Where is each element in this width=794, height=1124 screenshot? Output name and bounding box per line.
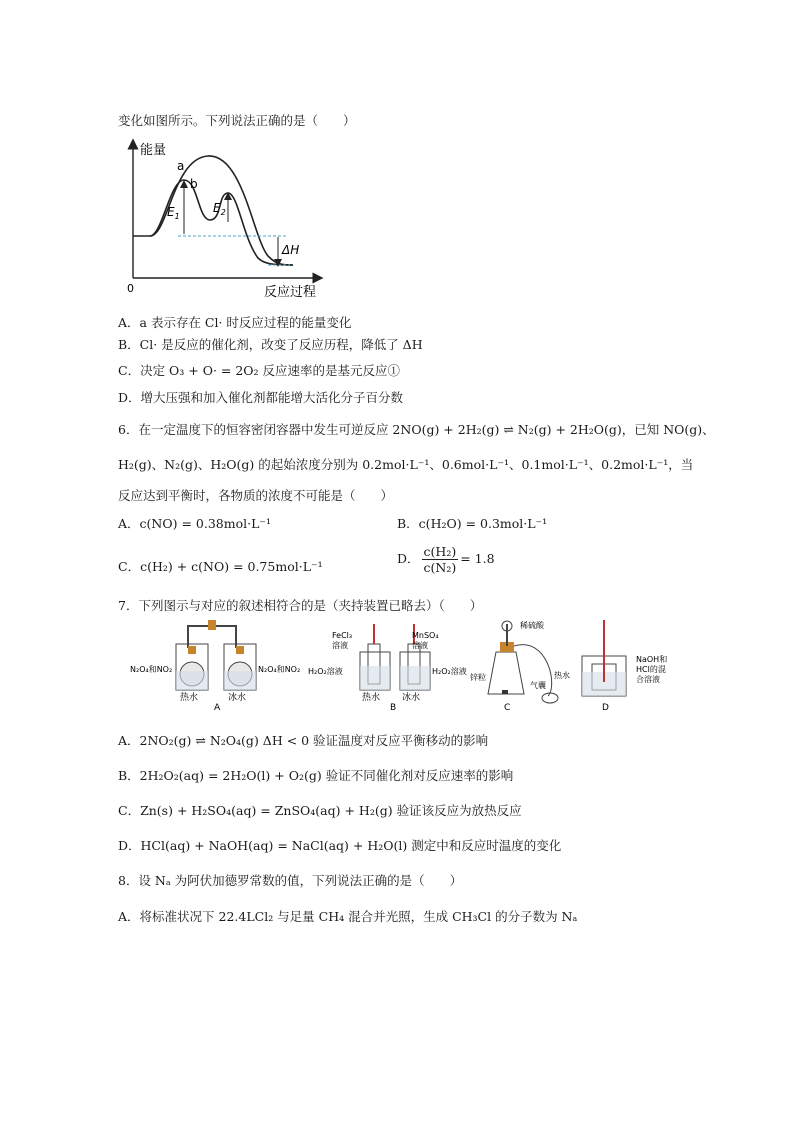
svg-text:合溶液: 合溶液 <box>636 675 660 684</box>
svg-text:气囊: 气囊 <box>530 681 546 690</box>
svg-text:稀硫酸: 稀硫酸 <box>520 621 544 630</box>
svg-text:FeCl₃: FeCl₃ <box>332 631 353 640</box>
curve-b-label: b <box>190 177 198 191</box>
svg-text:N₂O₄和NO₂: N₂O₄和NO₂ <box>258 665 301 674</box>
svg-text:A: A <box>214 703 221 712</box>
q5-option-c: C．决定 O₃ + O· = 2O₂ 反应速率的是基元反应① <box>118 363 401 378</box>
x-axis-label: 反应过程 <box>264 285 317 300</box>
svg-text:溶液: 溶液 <box>332 641 348 650</box>
q5-option-a: A．a 表示存在 Cl· 时反应过程的能量变化 <box>118 315 352 330</box>
svg-text:热水: 热水 <box>180 693 199 703</box>
q6-stem-2: H₂(g)、N₂(g)、H₂O(g) 的起始浓度分别为 0.2mol·L⁻¹、0.6mol·L⁻¹、0.1mol·L⁻¹、0.2mol·L⁻¹，当 <box>118 457 694 472</box>
q6-option-a: A．c(NO) = 0.38mol·L⁻¹ <box>118 516 271 531</box>
svg-text:N₂O₄和NO₂: N₂O₄和NO₂ <box>130 665 173 674</box>
apparatus-d <box>554 620 667 712</box>
q7-stem: 7．下列图示与对应的叙述相符合的是（夹持装置已略去）（ ） <box>118 598 483 613</box>
svg-text:NaOH和: NaOH和 <box>636 655 668 664</box>
e2-label: $E_2$ <box>213 201 226 217</box>
curve-a-label: a <box>177 159 185 173</box>
q5-option-b: B．Cl· 是反应的催化剂，改变了反应历程，降低了 ΔH <box>118 337 423 352</box>
svg-text:冰水: 冰水 <box>228 693 247 703</box>
svg-text:C: C <box>504 703 511 712</box>
q5-intro: 变化如图所示。下列说法正确的是（ ） <box>118 113 356 128</box>
q5-option-d: D．增大压强和加入催化剂都能增大活化分子百分数 <box>118 390 404 405</box>
svg-text:HCl的混: HCl的混 <box>636 665 666 674</box>
q6-stem-1: 6．在一定温度下的恒容密闭容器中发生可逆反应 2NO(g) + 2H₂(g) ⇌ N₂(g) + 2H₂O(g)，已知 NO(g)、 <box>118 422 715 437</box>
svg-text:MnSO₄: MnSO₄ <box>412 631 439 640</box>
svg-text:H₂O₂溶液: H₂O₂溶液 <box>432 667 467 676</box>
y-axis-label: 能量 <box>140 143 167 158</box>
apparatus-a <box>130 620 300 712</box>
q6-option-c: C．c(H₂) + c(NO) = 0.75mol·L⁻¹ <box>118 559 323 574</box>
q8-stem: 8．设 Nₐ 为阿伏加德罗常数的值，下列说法正确的是（ ） <box>118 873 463 888</box>
svg-text:热水: 热水 <box>362 693 381 703</box>
dh-label: ΔH <box>282 243 300 257</box>
apparatus-figure <box>118 616 678 712</box>
apparatus-c <box>470 620 558 712</box>
e1-label: $E_1$ <box>167 205 180 221</box>
q7-option-b: B．2H₂O₂(aq) = 2H₂O(l) + O₂(g) 验证不同催化剂对反应速率的影响 <box>118 768 514 783</box>
svg-text:H₂O₂溶液: H₂O₂溶液 <box>308 667 343 676</box>
q6-option-b: B．c(H₂O) = 0.3mol·L⁻¹ <box>397 516 548 531</box>
fraction: $\frac{\text{c(H₂)}}{\text{c(N₂)}}$ <box>423 544 457 575</box>
svg-text:冰水: 冰水 <box>402 693 421 703</box>
q6-option-d: D． $\frac{\text{c(H₂)}}{\text{c(N₂)}}$ = 1.8 <box>397 544 495 575</box>
q7-option-c: C．Zn(s) + H₂SO₄(aq) = ZnSO₄(aq) + H₂(g) 验证该反应为放热反应 <box>118 803 522 818</box>
energy-diagram <box>118 138 328 300</box>
q6-stem-3: 反应达到平衡时，各物质的浓度不可能是（ ） <box>118 488 394 503</box>
q7-option-a: A．2NO₂(g) ⇌ N₂O₄(g) ΔH < 0 验证温度对反应平衡移动的影响 <box>118 733 489 748</box>
svg-text:热水: 热水 <box>554 671 570 680</box>
curve-b <box>150 180 293 265</box>
svg-text:锌粒: 锌粒 <box>470 673 486 682</box>
q8-option-a: A．将标准状况下 22.4LCl₂ 与足量 CH₄ 混合并光照，生成 CH₃Cl 的分子数为 Nₐ <box>118 909 578 924</box>
apparatus-b <box>308 624 467 712</box>
q7-option-d: D．HCl(aq) + NaOH(aq) = NaCl(aq) + H₂O(l) 测定中和反应时温度的变化 <box>118 838 562 853</box>
svg-text:D: D <box>602 703 609 712</box>
svg-text:B: B <box>390 703 397 712</box>
svg-text:溶液: 溶液 <box>412 641 428 650</box>
origin-label: 0 <box>127 282 134 295</box>
